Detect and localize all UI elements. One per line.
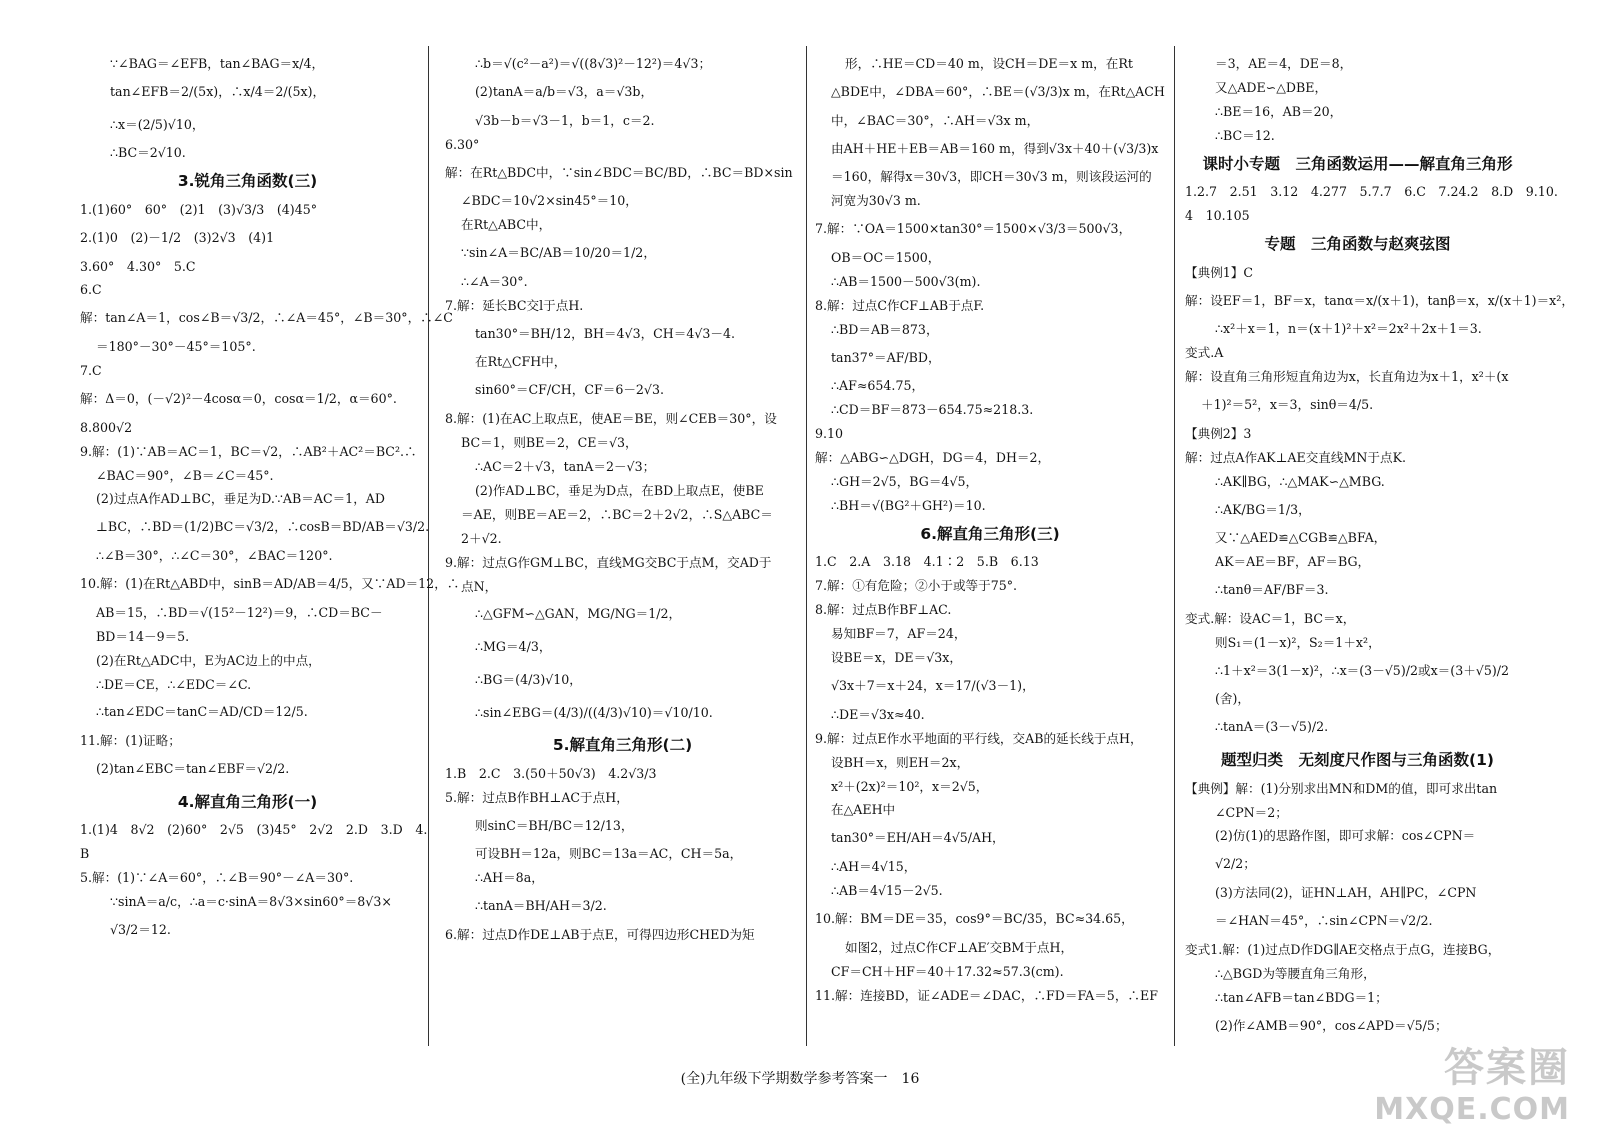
answer-line: √3b－b＝√3－1，b＝1，c＝2.	[475, 112, 655, 128]
answer-line: ∴tan∠EDC＝tanC＝AD/CD＝12/5.	[96, 704, 308, 720]
column-divider	[806, 46, 807, 1046]
answer-line: 中，∠BAC＝30°，∴AH＝√3x m，	[831, 112, 1040, 128]
answer-line: ∴BG＝(4/3)√10，	[475, 671, 582, 687]
answer-line: 8.解：过点C作CF⊥AB于点F.	[815, 297, 985, 313]
answer-line: 解：Δ＝0，(－√2)²－4cosα＝0，cosα＝1/2，α＝60°.	[80, 390, 397, 406]
answer-line: 5.解：过点B作BH⊥AC于点H，	[445, 789, 629, 805]
answer-line: ∴x＝(2/5)√10，	[110, 116, 205, 132]
section-heading: 题型归类 无刻度尺作图与三角函数(1)	[1221, 751, 1494, 770]
answer-line: 9.解：过点G作GM⊥BC，直线MG交BC于点M，交AD于	[445, 554, 772, 570]
answer-line: ＝160，解得x＝30√3，即CH＝30√3 m，则该段运河的	[831, 169, 1152, 185]
answer-line: ∴x²＋x＝1，n＝(x＋1)²＋x²＝2x²＋2x＋1＝3.	[1215, 321, 1482, 337]
answer-line: ∴∠A＝30°.	[461, 273, 528, 289]
answer-line: 【典例1】C	[1185, 264, 1254, 280]
answer-line: 1.(1)60° 60° (2)1 (3)√3/3 (4)45°	[80, 201, 318, 217]
answer-line: 2＋√2.	[461, 530, 502, 546]
answer-line: ∴1＋x²＝3(1－x)²，∴x＝(3－√5)/2或x＝(3＋√5)/2	[1215, 662, 1510, 678]
answer-line: 1.C 2.A 3.18 4.1∶2 5.B 6.13	[815, 554, 1039, 570]
answer-line: ∵sin∠A＝BC/AB＝10/20＝1/2，	[461, 245, 656, 261]
section-heading: 5.解直角三角形(二)	[552, 736, 693, 755]
answer-line: 解：△ABG∽△DGH，DG＝4，DH＝2，	[815, 450, 1051, 466]
column-divider	[428, 46, 429, 1046]
answer-line: 5.解：(1)∵∠A＝60°，∴∠B＝90°－∠A＝30°.	[80, 870, 354, 886]
answer-line: ∴AK/BG＝1/3，	[1215, 501, 1311, 517]
answer-line: 由AH＋HE＋EB＝AB＝160 m，得到√3x＋40＋(√3/3)x	[831, 140, 1159, 156]
answer-line: 又∵△AED≌△CGB≌△BFA，	[1215, 530, 1387, 546]
answer-line: 易知BF＝7，AF＝24，	[831, 626, 967, 642]
answer-line: (舍)，	[1215, 691, 1251, 707]
answer-column-4	[1185, 52, 1574, 1042]
answer-line: ∴DE＝√3x≈40.	[831, 706, 925, 722]
answer-line: ∴DE＝CE，∴∠EDC＝∠C.	[96, 676, 252, 692]
answer-line: 8.解：过点B作BF⊥AC.	[815, 602, 952, 618]
answer-line: 解：过点A作AK⊥AE交直线MN于点K.	[1185, 449, 1406, 465]
answer-line: 1.B 2.C 3.(50＋50√3) 4.2√3/3	[445, 765, 657, 781]
answer-line: (2)作∠AMB＝90°，cos∠APD＝√5/5；	[1215, 1017, 1448, 1033]
answer-line: ∠BDC＝10√2×sin45°＝10，	[461, 193, 638, 209]
answer-line: 6.30°	[445, 136, 480, 152]
answer-line: 变式1.解：(1)过点D作DG∥AE交格点于点G，连接BG，	[1185, 941, 1501, 957]
answer-line: ＝3，AE＝4，DE＝8，	[1215, 56, 1353, 71]
answer-line: 7.解：∵OA＝1500×tan30°＝1500×√3/3＝500√3，	[815, 221, 1132, 237]
answer-line: (2)tan∠EBC＝tan∠EBF＝√2/2.	[96, 761, 290, 777]
answer-line: 则sinC＝BH/BC＝12/13，	[475, 817, 634, 833]
answer-line: 解：设直角三角形短直角边为x，长直角边为x＋1，x²＋(x	[1185, 369, 1509, 385]
answer-line: ∴tanA＝BH/AH＝3/2.	[475, 898, 607, 914]
answer-line: 8.800√2	[80, 419, 133, 435]
answer-line: BC＝1，则BE＝2，CE＝√3，	[461, 434, 638, 450]
answer-line: ∴GH＝2√5，BG＝4√5，	[831, 474, 979, 489]
answer-line: △BDE中，∠DBA＝60°，∴BE＝(√3/3)x m，在Rt△ACH	[831, 83, 1165, 99]
section-heading: 课时小专题 三角函数运用——解直角三角形	[1202, 154, 1513, 173]
answer-line: ∵sinA＝a/c，∴a＝c·sinA＝8√3×sin60°＝8√3×	[110, 894, 392, 910]
answer-line: 设BE＝x，DE＝√3x，	[831, 650, 962, 666]
page-footer: (全)九年级下学期数学参考答案一 16	[680, 1071, 920, 1087]
answer-line: ∴AC＝2＋√3，tanA＝2－√3；	[475, 458, 656, 474]
answer-line: ∴BE＝16，AB＝20，	[1215, 103, 1343, 119]
answer-line: 解：设EF＝1，BF＝x，tanα＝x/(x＋1)，tanβ＝x，x/(x＋1)＝x²，	[1185, 292, 1574, 308]
answer-line: 9.10	[815, 426, 844, 442]
answer-line: ∴∠B＝30°，∴∠C＝30°，∠BAC＝120°.	[96, 548, 333, 564]
answer-line: BD＝14－9＝5.	[96, 628, 190, 644]
answer-line: CF＝CH＋HF＝40＋17.32≈57.3(cm).	[831, 963, 1064, 979]
answer-line: 9.解：过点E作水平地面的平行线，交AB的延长线于点H，	[815, 730, 1143, 746]
answer-line: 3.60° 4.30° 5.C	[80, 258, 196, 274]
answer-column-3	[815, 52, 1165, 1007]
answer-line: 点N，	[461, 578, 498, 594]
answer-line: 9.解：(1)∵AB＝AC＝1，BC＝√2，∴AB²＋AC²＝BC².∴	[80, 443, 417, 459]
section-heading: 专题 三角函数与赵爽弦图	[1264, 235, 1451, 254]
answer-line: (2)tanA＝a/b＝√3，a＝√3b，	[475, 83, 654, 99]
answer-line: ∴sin∠EBG＝(4/3)/((4/3)√10)＝√10/10.	[475, 704, 713, 720]
answer-line: ∴△GFM∽△GAN，MG/NG＝1/2，	[475, 606, 682, 622]
answer-line: 10.解：BM＝DE＝35，cos9°＝BC/35，BC≈34.65，	[815, 910, 1134, 926]
answer-line: 设BH＝x，则EH＝2x，	[831, 754, 970, 770]
answer-line: 在Rt△CFH中，	[475, 354, 567, 370]
answer-line: AB＝15，∴BD＝√(15²－12²)＝9，∴CD＝BC－	[96, 604, 383, 620]
answer-line: ⊥BC，∴BD＝(1/2)BC＝√3/2，∴cosB＝BD/AB＝√3/2.	[96, 519, 430, 535]
answer-line: ∴AK∥BG，∴△MAK∽△MBG.	[1215, 473, 1385, 489]
answer-line: ∴tanA＝(3－√5)/2.	[1215, 719, 1329, 735]
answer-line: tan∠EFB＝2/(5x)，∴x/4＝2/(5x)，	[110, 83, 326, 99]
answer-line: (3)方法同(2)，证HN⊥AH，AH∥PC，∠CPN	[1215, 885, 1477, 901]
answer-line: ＋1)²＝5²，x＝3，sinθ＝4/5.	[1201, 397, 1374, 413]
answer-line: 6.C	[80, 282, 102, 298]
answer-line: ∵∠BAG＝∠EFB，tan∠BAG＝x/4，	[110, 56, 325, 71]
answer-line: 7.解：①有危险；②小于或等于75°.	[815, 578, 1018, 594]
answer-line: (2)仿(1)的思路作图，即可求解：cos∠CPN＝	[1215, 828, 1476, 844]
section-heading: 3.锐角三角函数(三)	[177, 172, 318, 191]
watermark-top-text: 答案圈	[1444, 1045, 1570, 1091]
answer-line: ∴tanθ＝AF/BF＝3.	[1215, 582, 1329, 598]
answer-line: (2)在Rt△ADC中，E为AC边上的中点，	[96, 652, 321, 668]
answer-column-2	[445, 52, 800, 947]
answer-line: 4 10.105	[1185, 208, 1250, 224]
answer-line: x²＋(2x)²＝10²，x＝2√5，	[831, 778, 989, 794]
answer-line: 河宽为30√3 m.	[831, 193, 921, 209]
answer-column-1	[80, 52, 460, 947]
answer-line: ＝∠HAN＝45°，∴sin∠CPN＝√2/2.	[1215, 913, 1433, 929]
answer-line: 变式.解：设AC＝1，BC＝x，	[1185, 610, 1356, 626]
answer-line: √3/2＝12.	[110, 922, 171, 938]
answer-line: 则S₁＝(1－x)²，S₂＝1＋x²，	[1215, 634, 1381, 650]
answer-line: 【典例】解：(1)分别求出MN和DM的值，即可求出tan	[1185, 780, 1498, 796]
section-heading: 6.解直角三角形(三)	[920, 524, 1060, 543]
answer-line: AK＝AE＝BF，AF＝BG，	[1215, 554, 1371, 570]
answer-line: ∴AH＝4√15，	[831, 859, 917, 875]
answer-line: ∴BC＝2√10.	[110, 145, 186, 161]
answer-line: √3x＋7＝x＋24，x＝17/(√3－1)，	[831, 678, 1035, 693]
answer-line: tan37°＝AF/BD，	[831, 349, 941, 365]
answer-line: 解：在Rt△BDC中，∵sin∠BDC＝BC/BD，∴BC＝BD×sin	[445, 164, 793, 180]
answer-line: tan30°＝EH/AH＝4√5/AH，	[831, 830, 1005, 846]
answer-line: tan30°＝BH/12，BH＝4√3，CH＝4√3－4.	[475, 325, 736, 341]
answer-line: ＝AE，则BE＝AE＝2，∴BC＝2＋2√2，∴S△ABC＝	[461, 506, 773, 522]
answer-line: 7.C	[80, 363, 102, 379]
answer-line: ∴AB＝4√15－2√5.	[831, 883, 943, 898]
answer-line: 形，∴HE＝CD＝40 m，设CH＝DE＝x m，在Rt	[845, 56, 1133, 71]
answer-line: ∴BC＝12.	[1215, 127, 1275, 143]
answer-line: 1.2.7 2.51 3.12 4.277 5.7.7 6.C 7.24.2 8.D 9.10.	[1185, 184, 1558, 200]
answer-line: ∴b＝√(c²－a²)＝√((8√3)²－12²)＝4√3；	[475, 56, 712, 71]
answer-line: 【典例2】3	[1185, 425, 1252, 441]
answer-line: OB＝OC＝1500，	[831, 249, 941, 265]
answer-line: 11.解：(1)证略；	[80, 733, 181, 749]
answer-line: 11.解：连接BD，证∠ADE＝∠DAC，∴FD＝FA＝5，∴EF	[815, 987, 1158, 1003]
answer-line: 又△ADE∽△DBE，	[1215, 79, 1328, 95]
answer-line: ∴AF≈654.75，	[831, 378, 925, 394]
answer-line: sin60°＝CF/CH，CF＝6－2√3.	[475, 382, 664, 398]
answer-line: 可设BH＝12a，则BC＝13a＝AC，CH＝5a，	[475, 846, 743, 862]
answer-line: B	[80, 846, 90, 862]
answer-line: √2/2；	[1215, 856, 1256, 872]
answer-line: 如图2，过点C作CF⊥AE′交BM于点H，	[845, 939, 1074, 955]
watermark-bottom-text: MXQE.COM	[1374, 1092, 1570, 1127]
answer-line: (2)作AD⊥BC，垂足为D点，在BD上取点E，使BE	[475, 482, 764, 498]
answer-line: ∴AB＝1500－500√3(m).	[831, 273, 981, 289]
answer-line: ∴BD＝AB＝873，	[831, 321, 939, 337]
answer-line: 7.解：延长BC交l于点H.	[445, 297, 584, 313]
answer-line: ＝180°－30°－45°＝105°.	[96, 339, 256, 355]
answer-line: ∴BH＝√(BG²＋GH²)＝10.	[831, 497, 986, 513]
answer-line: 8.解：(1)在AC上取点E，使AE＝BE，则∠CEB＝30°，设	[445, 411, 777, 427]
section-heading: 4.解直角三角形(一)	[177, 792, 318, 811]
watermark-logo	[1310, 1044, 1570, 1136]
answer-line: 6.解：过点D作DE⊥AB于点E，可得四边形CHED为矩	[445, 927, 755, 943]
answer-line: ∴tan∠AFB＝tan∠BDG＝1；	[1215, 989, 1388, 1005]
answer-line: ∴△BGD为等腰直角三角形，	[1215, 965, 1376, 981]
column-divider	[1174, 46, 1175, 1046]
answer-line: (2)过点A作AD⊥BC，垂足为D.∵AB＝AC＝1，AD	[96, 491, 385, 507]
answer-line: ∠BAC＝90°，∠B＝∠C＝45°.	[96, 467, 274, 483]
answer-line: ∴MG＝4/3，	[475, 639, 552, 655]
answer-line: 解：tan∠A＝1，cos∠B＝√3/2，∴∠A＝45°，∠B＝30°，∴∠C	[80, 310, 453, 326]
answer-line: 1.(1)4 8√2 (2)60° 2√5 (3)45° 2√2 2.D 3.D 4.	[80, 822, 428, 838]
answer-line: 2.(1)0 (2)－1/2 (3)2√3 (4)1	[80, 229, 275, 245]
answer-line: ∴CD＝BF＝873－654.75≈218.3.	[831, 402, 1034, 418]
answer-line: 10.解：(1)在Rt△ABD中，sinB＝AD/AB＝4/5，又∵AD＝12，∴	[80, 576, 460, 592]
answer-line: 在Rt△ABC中，	[461, 217, 552, 233]
answer-line: 变式.A	[1185, 345, 1224, 361]
answer-line: ∠CPN＝2；	[1215, 804, 1288, 820]
answer-line: 在△AEH中	[831, 802, 896, 818]
answer-line: ∴AH＝8a，	[475, 870, 544, 886]
